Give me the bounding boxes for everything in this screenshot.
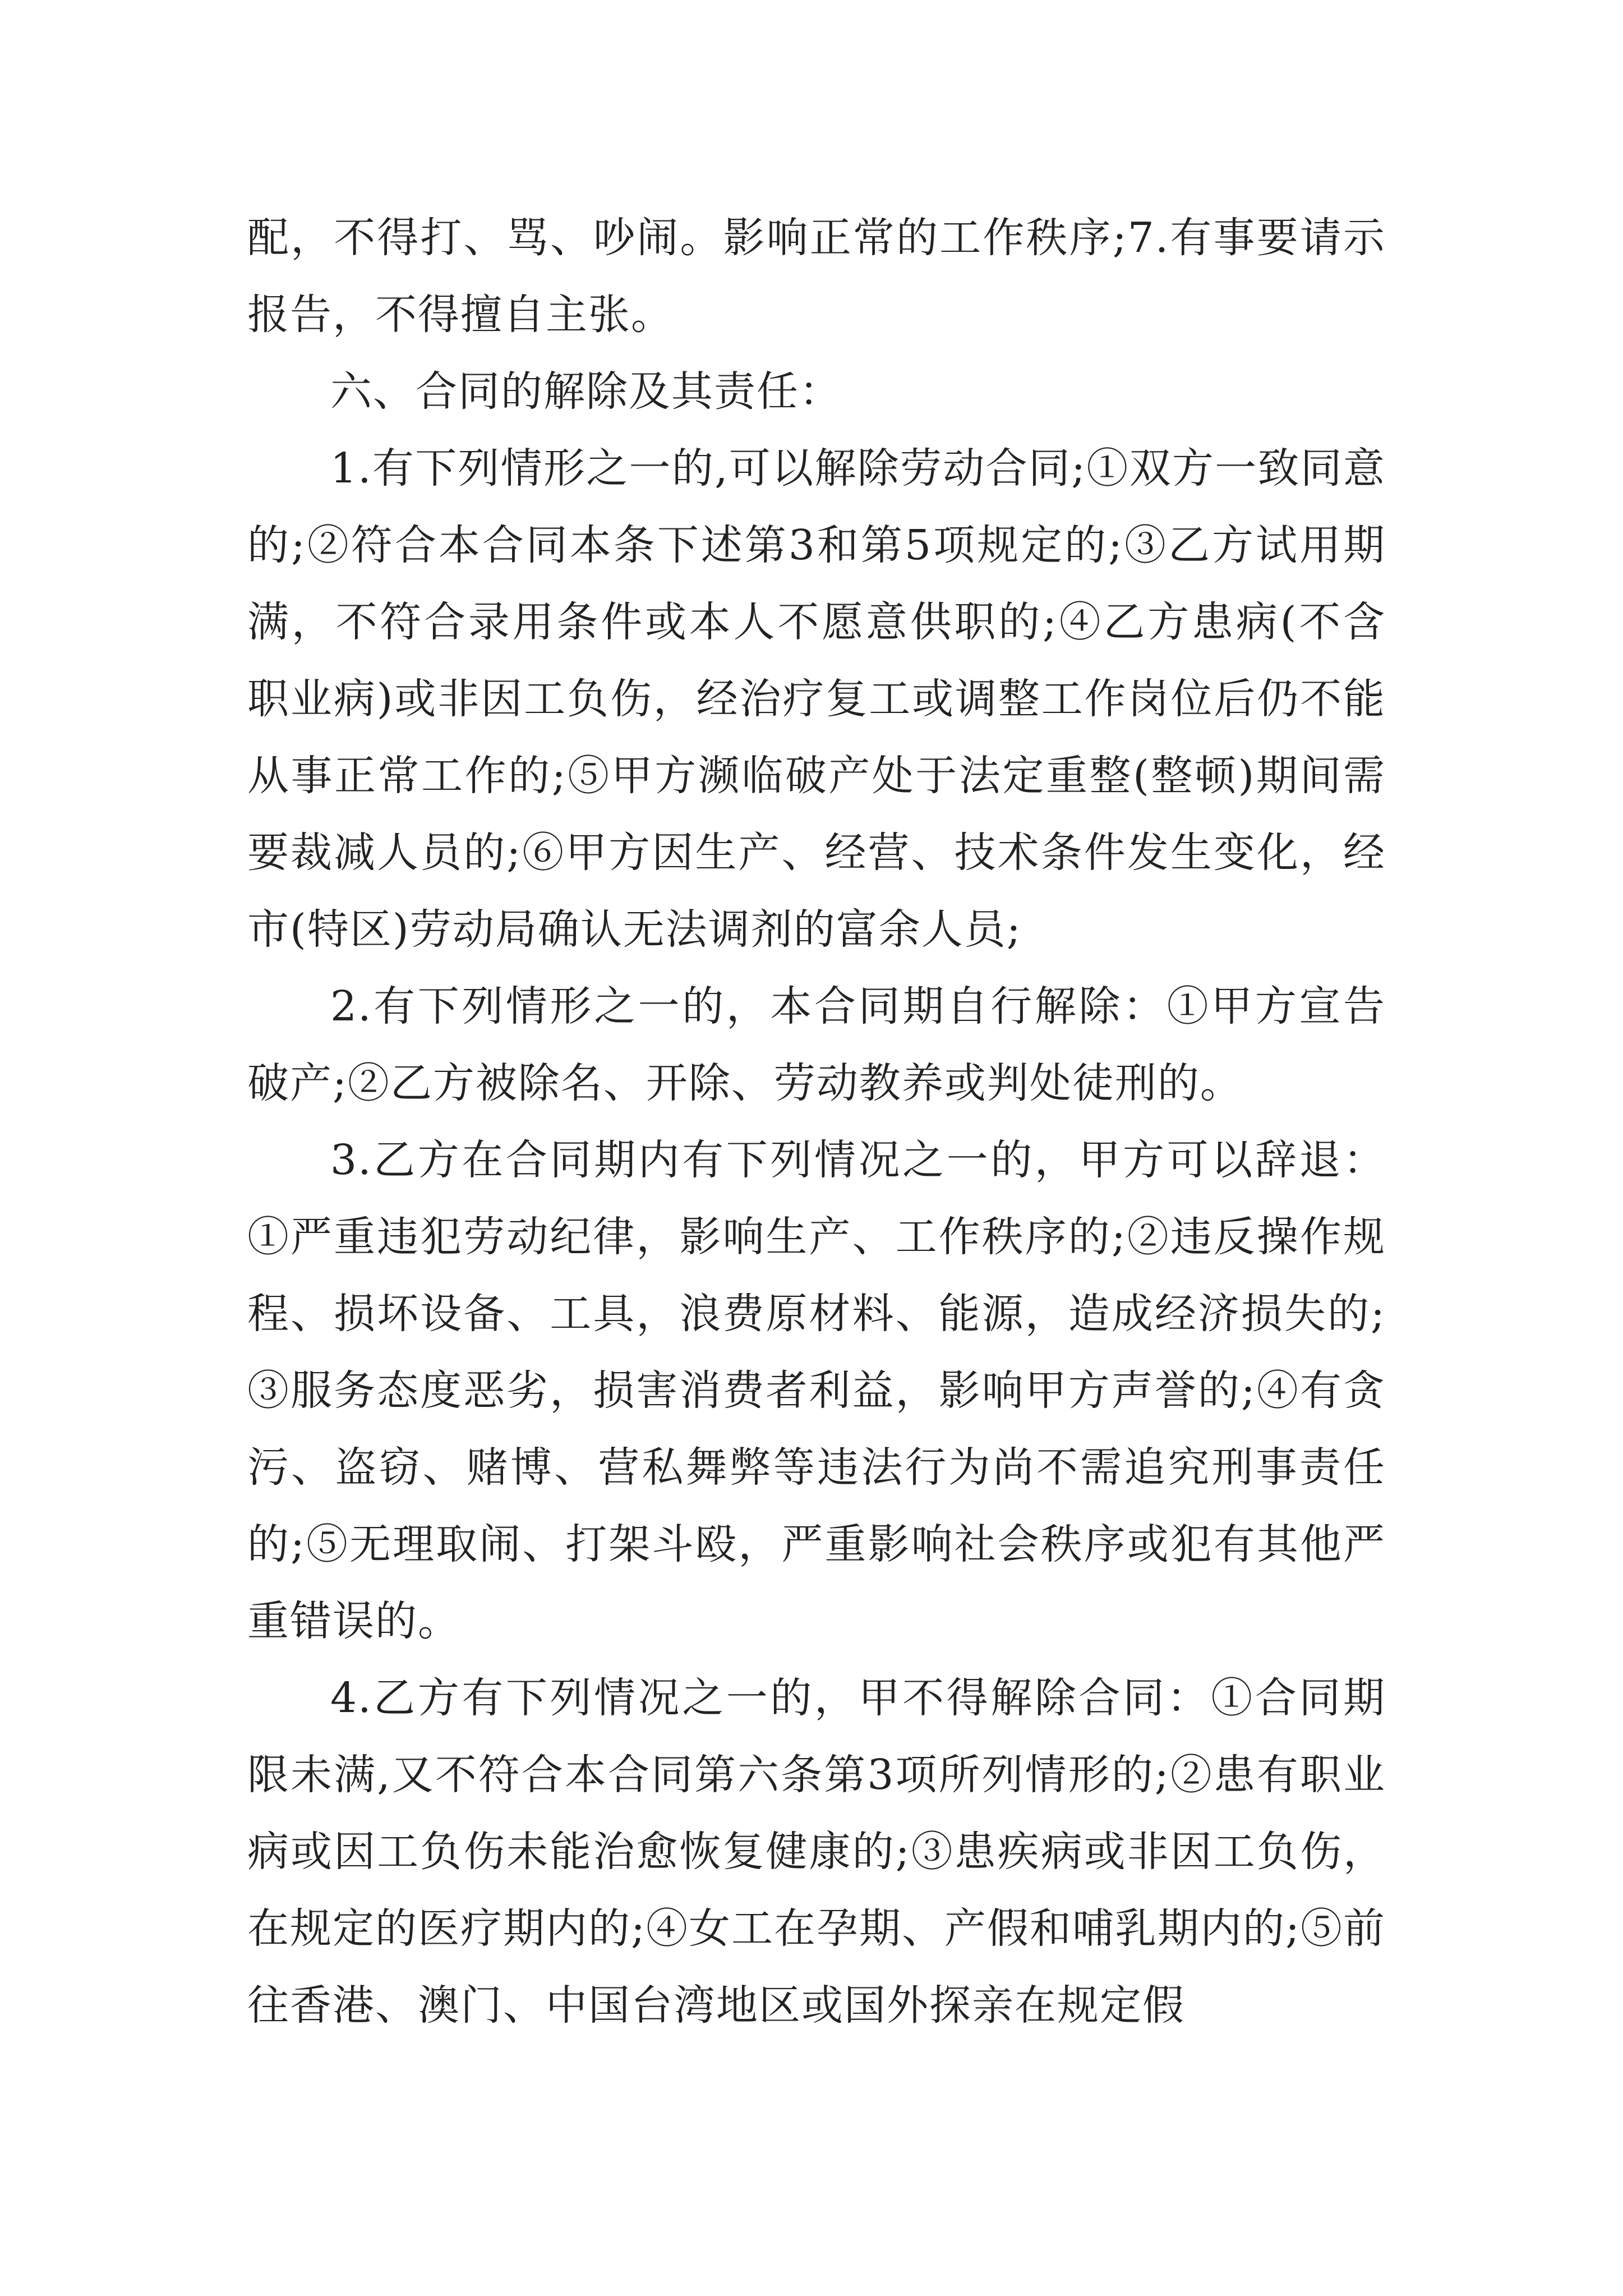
clause-2-automatic-termination: 2.有下列情形之一的，本合同期自行解除：①甲方宣告破产;②乙方被除名、开除、劳动教养或判处徒刑的。 (247, 982, 1386, 1107)
clause-1-termination-conditions: 1.有下列情形之一的,可以解除劳动合同;①双方一致同意的;②符合本合同本条下述第3和第5项规定的;③乙方试用期满，不符合录用条件或本人不愿意供职的;④乙方患病(不含职业病)或非因工负伤，经治疗复工或调整工作岗位后仍不能从事正常工作的;⑤甲方濒临破产处于法定重整(整顿)期间需要裁减人员的;⑥甲方因生产、经营、技术条件发生变化，经市(特区)劳动局确认无法调剂的富余人员; (247, 444, 1386, 954)
clause-4-non-termination-conditions: 4.乙方有下列情况之一的，甲不得解除合同：①合同期限未满,又不符合本合同第六条第3项所列情形的;②患有职业病或因工负伤未能治愈恢复健康的;③患疾病或非因工负伤，在规定的医疗期内的;④女工在孕期、产假和哺乳期内的;⑤前往香港、澳门、中国台湾地区或国外探亲在规定假 (247, 1674, 1386, 2030)
clause-3-dismissal-conditions: 3.乙方在合同期内有下列情况之一的，甲方可以辞退：①严重违犯劳动纪律，影响生产、工作秩序的;②违反操作规程、损坏设备、工具，浪费原材料、能源，造成经济损失的;③服务态度恶劣，损害消费者利益，影响甲方声誉的;④有贪污、盗窃、赌博、营私舞弊等违法行为尚不需追究刑事责任的;⑤无理取闹、打架斗殴，严重影响社会秩序或犯有其他严重错误的。 (247, 1136, 1386, 1645)
section-heading-termination: 六、合同的解除及其责任： (330, 367, 842, 416)
document-body (247, 200, 1386, 2044)
paragraph-continuation: 配，不得打、骂、吵闹。影响正常的工作秩序;7.有事要请示报告，不得擅自主张。 (247, 214, 1386, 339)
